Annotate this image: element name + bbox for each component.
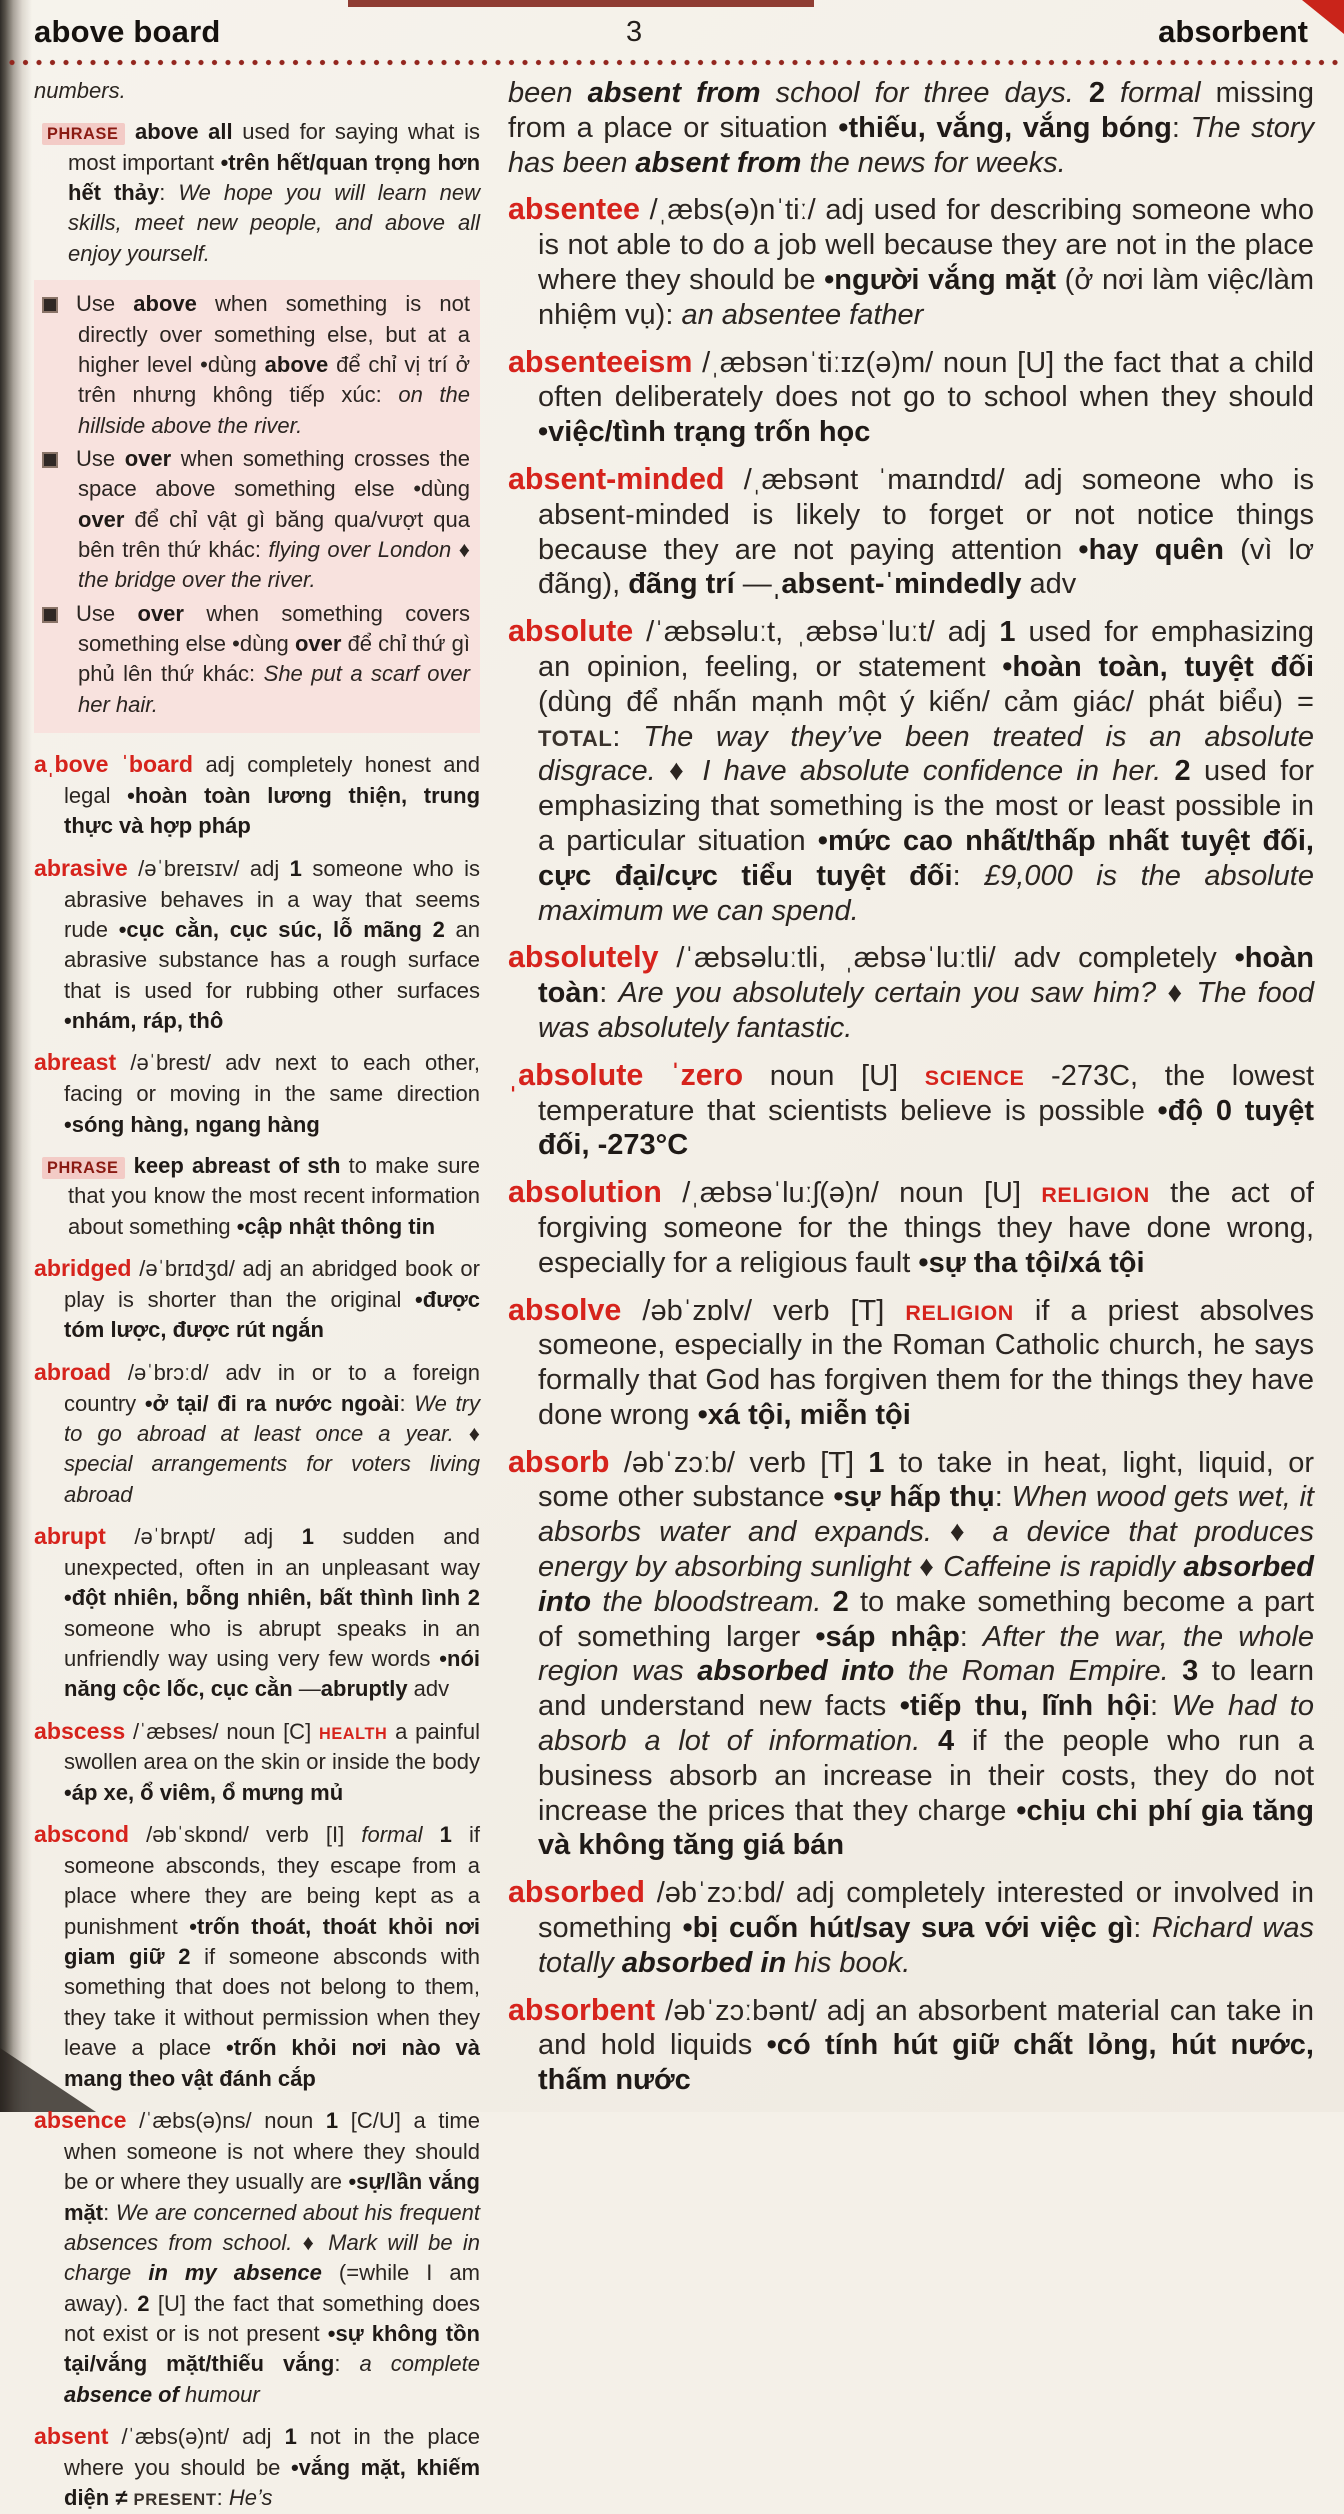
subject-label: HEALTH (318, 1724, 388, 1743)
bold-example-text: absent from (635, 146, 802, 179)
phrase-label: PHRASE (42, 123, 125, 145)
text (460, 1585, 468, 1610)
text: someone who is abrupt speaks in an unfriendly way using very few words (64, 1615, 480, 1671)
phrase-above-all (42, 117, 480, 269)
text: if someone absconds, they escape from a place where they are being kept as a punishment (64, 1822, 480, 1939)
text: : (599, 977, 619, 1010)
headword: absent (34, 2423, 109, 2450)
bold-translation: •trốn thoát, thoát khỏi nơi giam giữ (64, 1913, 480, 1970)
bold-translation: over (294, 631, 342, 657)
bold-translation: •xá tội, miễn tội (697, 1398, 911, 1431)
text: to make something become a part of something larger (538, 1585, 1315, 1653)
page-columns (34, 76, 1315, 2511)
text: a painful swollen area on the skin or inside the body (64, 1718, 480, 1775)
headword: aˌbove ˈboard (34, 751, 194, 778)
example-text: numbers. (34, 78, 126, 103)
text: /əˈbrʌpt/ adj (105, 1523, 302, 1549)
headword: absence (34, 2106, 127, 2133)
example-text: flying over London ♦ the bridge over the river. (78, 537, 470, 593)
sense-number: 2 (832, 1585, 849, 1618)
text: : (216, 2485, 229, 2511)
page-number: 3 (626, 16, 643, 48)
text: if someone absconds with something that does not belong to them, they take it without permission when they leave a place (64, 1944, 480, 2061)
usage-item (42, 444, 470, 596)
text: /əˈbrɔːd/ adv in or to a foreign country (64, 1359, 480, 1416)
red-corner-mark (1302, 0, 1344, 34)
sense-number: 1 (999, 616, 1016, 649)
text: — (292, 1676, 321, 1702)
headword: absent-minded (508, 461, 725, 496)
guide-word-left: above board (34, 14, 221, 49)
bold-translation: •nhám, ráp, thô (64, 1008, 224, 1034)
text: /ˌæbs(ə)nˈtiː/ adj used for describing someone who is not able to do a job well because they are not in the place where they should be (538, 194, 1314, 296)
square-bullet-icon (44, 609, 56, 621)
bold-translation: •sự hấp thụ (833, 1481, 995, 1514)
example-text: school for three days. (760, 77, 1074, 109)
square-bullet-icon (44, 454, 56, 466)
text: Use (76, 445, 125, 471)
bold-translation: •cục cằn, cục súc, lỗ mãng (118, 916, 422, 942)
subject-label: SCIENCE (924, 1065, 1025, 1090)
usage-note-above-over (34, 280, 480, 733)
bold-translation: •hoàn toàn lương thiện, trung thực và hợp pháp (64, 783, 481, 839)
headword: abridged (34, 1255, 132, 1282)
example-text: Are you absolutely certain you saw him? ♦ The food was absolutely fantastic. (538, 977, 1314, 1044)
text: (dùng để nhấn mạnh một ý kiến/ cảm giác/ phát biểu) = (538, 685, 1314, 718)
text: Use (76, 291, 134, 317)
sense-number: 2 (432, 916, 445, 942)
sense-number: 1 (868, 1446, 885, 1479)
headword: absentee (508, 192, 640, 227)
example-text: a complete (359, 2351, 480, 2377)
example-text: He’s (228, 2485, 273, 2511)
entry-abreast (34, 1047, 480, 1140)
bold-translation: •sóng hàng, ngang hàng (64, 1111, 320, 1137)
sense-number: 1 (301, 1523, 314, 1549)
text: /ˈæbsəluːt, ˌæbsəˈluːt/ adj (633, 616, 1000, 649)
entry-above-board (34, 749, 480, 842)
text (165, 1944, 179, 1969)
entry-absolutely (508, 939, 1314, 1045)
headword: absorbed (508, 1875, 645, 1910)
text: : (612, 720, 644, 753)
headword: absolutely (508, 940, 659, 975)
text: -273C, the lowest temperature that scientists believe is possible (538, 1059, 1315, 1127)
text: when something crosses the space above something else •dùng (78, 445, 470, 502)
square-bullet-icon (44, 299, 56, 311)
text: : (959, 1620, 983, 1653)
text: noun [U] (743, 1059, 925, 1092)
bold-translation: •áp xe, ổ viêm, ổ mưng mủ (64, 1779, 344, 1805)
example-text: been (508, 77, 588, 109)
text (422, 917, 433, 942)
text: adv (407, 1676, 450, 1702)
text: /ˈæbsəluːtli, ˌæbsəˈluːtli/ adv completely (658, 942, 1235, 975)
text: not in the place where you should be (64, 2424, 480, 2480)
entry-abridged (34, 1253, 480, 1346)
text: to learn and understand new facts (538, 1655, 1314, 1723)
text: /əbˈzɔːb/ verb [T] (609, 1446, 869, 1479)
entry-absorbed (508, 1874, 1314, 1980)
text: Use (76, 600, 138, 626)
headword: absolute (508, 614, 634, 649)
text: /əbˈzɔːbənt/ adj an absorbent material can take in and hold liquids (538, 1994, 1314, 2062)
bold-translation: •sự/lần vắng mặt (64, 2169, 480, 2225)
headword: abscess (34, 1717, 126, 1744)
bold-translation: •mức cao nhất/thấp nhất tuyệt đối, cực đại/cực tiểu tuyệt đối (538, 824, 1314, 892)
text: used for saying what is most important (68, 119, 480, 175)
text: : (1150, 1690, 1172, 1723)
usage-item (42, 289, 470, 441)
bold-translation: ≠ (109, 2485, 134, 2511)
headword: abrasive (34, 854, 128, 881)
text: : (399, 1390, 415, 1416)
text: (=while I am away). (64, 2260, 480, 2316)
entry-absolute (508, 613, 1314, 928)
entry-abroad (34, 1357, 480, 1510)
subject-label: RELIGION (1041, 1183, 1150, 1208)
text: /ˌæbsənt ˈmaɪndɪd/ adj someone who is absent-minded is likely to forget or not notice things because they are not paying attention (538, 463, 1314, 566)
entry-absorb (508, 1444, 1314, 1864)
bold-example-text: absence of (64, 2381, 179, 2407)
entry-absolute-zero (508, 1057, 1314, 1163)
text: (vì lơ đãng), (538, 533, 1315, 601)
entry-absence (34, 2105, 480, 2410)
bold-translation: above (133, 291, 197, 317)
entry-absolve (508, 1292, 1314, 1433)
text (821, 1586, 832, 1618)
text (1169, 1655, 1183, 1687)
headword: absorb (508, 1444, 610, 1479)
sense-number: 1 (439, 1822, 452, 1848)
bold-example-text: absorbed in (621, 1946, 787, 1979)
text: : (952, 859, 985, 892)
text: /əbˈzɔːbd/ adj completely interested or involved in something (538, 1877, 1314, 1945)
text: để chỉ vị trí ở trên nhưng không tiếp xúc: (78, 351, 470, 408)
text: when something is not directly over something else, but at a higher level •dùng (78, 291, 470, 377)
sense-number: 1 (284, 2424, 297, 2450)
bold-translation: •hoàn toàn, tuyệt đối (1002, 650, 1314, 683)
text: missing from a place or situation (508, 77, 1314, 144)
example-text: an absentee father (681, 298, 924, 331)
sense-number: 1 (289, 855, 302, 881)
bold-translation: •người vắng mặt (824, 263, 1056, 296)
text: : (103, 2199, 116, 2225)
text: used for emphasizing an opinion, feeling, or statement (538, 616, 1314, 683)
text: : (1171, 111, 1191, 144)
phrase-keep-abreast-of-sth (42, 1151, 480, 1242)
bold-translation: above (264, 351, 329, 377)
bold-translation: •độ 0 tuyệt đối, -273°C (538, 1094, 1314, 1162)
example-text: on the hillside above the river. (78, 382, 470, 438)
text: to make sure that you know the most recent information about something (68, 1153, 480, 1239)
text: the act of forgiving someone for the things they have done wrong, especially for a religious fault (538, 1177, 1314, 1279)
bold-translation: above all (135, 119, 233, 145)
example-text: We try to go abroad at least once a year. ♦ special arrangements for voters living abroad (64, 1390, 480, 1507)
bold-example-text: absorbed into (538, 1551, 1314, 1618)
entry-continuation-numbers (34, 76, 480, 106)
text: /əbˈskɒnd/ verb [I] (128, 1822, 362, 1848)
bold-translation: over (124, 445, 172, 471)
column-right (508, 76, 1314, 2106)
text: : (1133, 1912, 1152, 1945)
bold-translation: •tiếp thu, lĩnh hội (899, 1690, 1151, 1723)
example-text: Richard was totally (538, 1912, 1314, 1979)
phrase-label: PHRASE (42, 1157, 125, 1179)
example-text: formal (361, 1822, 423, 1848)
sense-number: 2 (178, 1944, 191, 1970)
entry-abscond (34, 1819, 480, 2094)
example-text: When wood gets wet, it absorbs water and expands. ♦ a device that produces energy by absorbing sunlight ♦ Caffeine is rapidly (538, 1481, 1314, 1584)
bold-translation: •chịu chi phí gia tăng và không tăng giá bán (538, 1794, 1314, 1862)
example-text: the news for weeks. (801, 146, 1066, 179)
text (1161, 755, 1174, 787)
text (1074, 77, 1089, 109)
text: an abrasive substance has a rough surface that is used for rubbing other surfaces (64, 916, 480, 1003)
entry-absolution (508, 1174, 1314, 1280)
text: if a priest absolves someone, especially in the Roman Catholic church, he says formally that God has forgiven them for the things they have done wrong (538, 1294, 1315, 1431)
bold-translation: •bị cuốn hút/say sưa với việc gì (682, 1912, 1134, 1945)
bold-translation: •nói năng cộc lốc, cục cằn (64, 1645, 480, 1702)
headword: abscond (34, 1821, 129, 1848)
text: /əˈbreɪsɪv/ adj (127, 855, 290, 881)
bold-translation: •đột nhiên, bỗng nhiên, bất thình lình (64, 1585, 461, 1611)
bold-example-text: absent from (587, 77, 761, 109)
sense-number: 4 (938, 1725, 955, 1758)
bold-translation: •sự không tồn tại/vắng mặt/thiếu vắng (64, 2320, 480, 2377)
example-text: We hope you will learn new skills, meet new people, and above all enjoy yourself. (68, 180, 481, 266)
text: /əˈbrɪdʒd/ adj an abridged book or play is shorter than the original (64, 1256, 480, 1312)
text: /əˈbrest/ adv next to each other, facing or moving in the same direction (64, 1050, 480, 1107)
text: adj completely honest and legal (64, 752, 480, 809)
text: : (334, 2351, 360, 2377)
entry-absent-minded (508, 461, 1314, 602)
headword: absenteeism (508, 344, 693, 379)
dotted-rule (8, 58, 1340, 67)
text: /ˈæbs(ə)ns/ noun (126, 2107, 326, 2133)
entry-absentee (508, 191, 1314, 332)
example-text: After the war, the whole region was (538, 1620, 1314, 1688)
subject-label: RELIGION (905, 1300, 1014, 1325)
entry-absent (34, 2421, 480, 2514)
example-text: £9,000 is the absolute maximum we can spend. (538, 859, 1314, 927)
bold-translation: •thiếu, vắng, vắng bóng (838, 111, 1172, 144)
text: /ˈæbses/ noun [C] (125, 1718, 319, 1744)
text: /ˌæbsənˈtiːɪz(ə)m/ noun [U] the fact that a child often deliberately does not go to school when they should (538, 346, 1314, 414)
text: when something covers something else •dùng (78, 600, 470, 657)
headword: absorbent (508, 1992, 656, 2027)
bold-translation: •ở tại/ đi ra nước ngoài (144, 1390, 400, 1416)
text: if the people who run a business absorb an increase in their costs, they do not increase the prices that they charge (538, 1725, 1314, 1827)
small-caps-crossref: PRESENT (133, 2490, 217, 2510)
text (125, 1153, 133, 1178)
text: adv (1021, 568, 1077, 601)
text: : (994, 1481, 1012, 1514)
running-head (34, 14, 1308, 54)
example-text: We are concerned about his frequent absences from school. ♦ Mark will be in charge (64, 2199, 480, 2286)
example-text: the bloodstream. (591, 1585, 822, 1618)
headword: abroad (34, 1358, 111, 1385)
example-text: formal (1120, 77, 1201, 109)
text (1105, 77, 1120, 109)
text: used for emphasizing that something is the most or least possible in a particular situation (538, 755, 1314, 857)
text (920, 1725, 938, 1757)
text: (ở nơi làm việc/làm nhiệm vụ): (538, 263, 1314, 331)
text (422, 1822, 439, 1847)
sense-number: 2 (137, 2290, 150, 2316)
example-text: She put a scarf over her hair. (78, 661, 470, 717)
text: /ˈæbs(ə)nt/ adj (108, 2424, 285, 2450)
entry-abrasive (34, 853, 480, 1037)
sense-number: 2 (1174, 755, 1191, 788)
example-text: humour (178, 2381, 260, 2407)
bold-translation: •hay quên (1078, 533, 1224, 566)
text: [U] the fact that something does not exist or is not present (64, 2290, 480, 2346)
book-spine-shadow (0, 0, 32, 2112)
bold-translation: •sáp nhập (815, 1620, 960, 1653)
usage-item (42, 599, 470, 720)
bold-translation: •sự tha tội/xá tội (918, 1246, 1145, 1279)
bold-translation: keep abreast of sth (133, 1153, 341, 1178)
bold-translation: •có tính hút giữ chất lỏng, hút nước, thấm nước (538, 2029, 1314, 2097)
bold-translation: •vắng mặt, khiếm diện (64, 2454, 480, 2511)
text: [C/U] a time when someone is not where they should be or where they usually are (64, 2107, 480, 2195)
small-caps-crossref: TOTAL (538, 725, 613, 751)
text: để chỉ vật gì băng qua/vượt qua bên trên thứ khác: (78, 506, 470, 563)
sense-number: 1 (325, 2107, 339, 2133)
headword: absolve (508, 1292, 622, 1327)
entry-absent-continuation (508, 76, 1314, 180)
bold-translation: •cập nhật thông tin (236, 1213, 436, 1239)
entry-absorbent (508, 1992, 1314, 2098)
bold-translation: ˌabsent-ˈmindedly (771, 568, 1022, 601)
bold-translation: •trên hết/quan trọng hơn hết thảy (68, 149, 481, 206)
example-text: The way they’ve been treated is an absolute disgrace. ♦ I have absolute confidence in her. (538, 720, 1314, 788)
bold-translation: •được tóm lược, được rút ngắn (64, 1286, 480, 1343)
entry-abscess (34, 1716, 480, 1809)
text: sudden and unexpected, often in an unpleasant way (64, 1523, 481, 1580)
text: /ˌæbsəˈluːʃ(ə)n/ noun [U] (661, 1177, 1042, 1210)
example-text: his book. (786, 1946, 911, 1979)
headword: absolution (508, 1175, 662, 1210)
bold-translation: abruptly (320, 1676, 408, 1702)
example-text: The story has been (508, 111, 1314, 179)
text (125, 119, 135, 144)
headword: ˌabsolute ˈzero (508, 1057, 744, 1092)
bold-translation: over (137, 600, 184, 626)
book-cover-edge (348, 0, 814, 7)
bold-translation: đãng trí (628, 568, 735, 601)
example-text: the Roman Empire. (894, 1655, 1169, 1688)
bold-example-text: absorbed into (697, 1655, 895, 1688)
text: someone who is abrasive behaves in a way that seems rude (64, 855, 480, 942)
text: to take in heat, light, liquid, or some other substance (538, 1446, 1314, 1514)
column-left (34, 76, 481, 2511)
guide-word-right: absorbent (1158, 14, 1308, 49)
sense-number: 2 (1088, 77, 1105, 109)
headword: abreast (34, 1049, 117, 1076)
text: — (734, 568, 772, 601)
bold-translation: over (78, 506, 125, 532)
entry-absenteeism (508, 344, 1314, 450)
entry-abrupt (34, 1521, 480, 1705)
sense-number: 3 (1182, 1655, 1199, 1688)
text: để chỉ thứ gì phủ lên thứ khác: (78, 631, 471, 687)
bold-example-text: in my absence (148, 2260, 322, 2286)
text: : (159, 180, 179, 206)
headword: abrupt (34, 1522, 106, 1549)
example-text: We had to absorb a lot of information. (538, 1690, 1314, 1758)
bold-translation: •hoàn toàn (538, 942, 1314, 1010)
bold-translation: •việc/tình trạng trốn học (538, 416, 871, 449)
sense-number: 2 (467, 1585, 480, 1611)
text: /əbˈzɒlv/ verb [T] (621, 1294, 906, 1327)
bold-translation: •trốn khỏi nơi nào và mang theo vật đánh cắp (64, 2035, 480, 2091)
